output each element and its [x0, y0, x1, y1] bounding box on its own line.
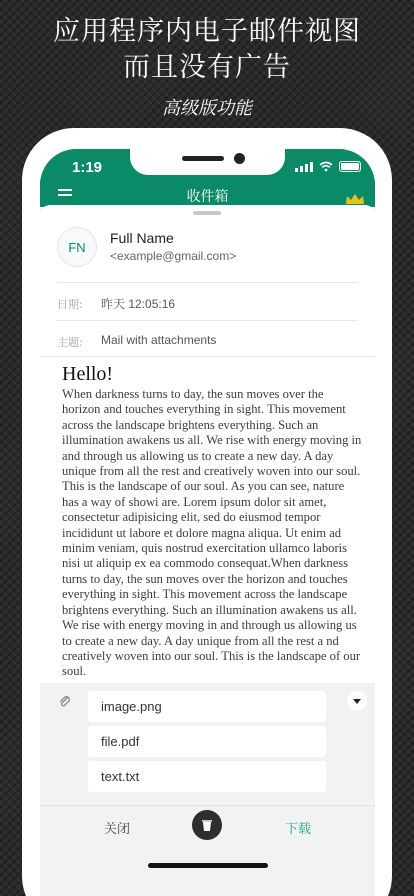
paperclip-icon: [58, 695, 72, 709]
wifi-icon: [319, 161, 333, 172]
expand-attachments-button[interactable]: [347, 691, 367, 711]
signal-icon: [295, 162, 313, 172]
subject-value: Mail with attachments: [101, 333, 217, 347]
bottom-toolbar: [40, 805, 375, 849]
close-button[interactable]: 关闭: [104, 822, 131, 837]
promo-line-1: 应用程序内电子邮件视图: [53, 16, 361, 47]
email-body-heading: Hello!: [62, 363, 114, 385]
status-time: 1:19: [72, 159, 103, 176]
promo-line-2: 而且没有广告: [123, 52, 291, 83]
subject-label: 主题:: [57, 336, 83, 349]
attachments-panel: [40, 683, 375, 809]
home-indicator[interactable]: [148, 863, 268, 868]
attachment-item[interactable]: image.png: [88, 691, 326, 722]
sheet-grabber[interactable]: [193, 211, 221, 215]
divider: [57, 282, 358, 283]
sender-name: Full Name: [110, 230, 174, 246]
chevron-down-icon: [353, 699, 361, 704]
app-screen: [40, 149, 375, 896]
divider: [57, 320, 358, 321]
date-value: 昨天 12:05:16: [101, 297, 176, 311]
date-label: 日期:: [57, 298, 83, 311]
camera-dot: [234, 153, 245, 164]
email-body: [62, 363, 362, 688]
device-notch: [130, 149, 285, 175]
status-icons: [295, 161, 361, 172]
nav-bar: [40, 179, 375, 207]
trash-icon: [201, 819, 213, 832]
nav-title: 收件箱: [186, 189, 229, 205]
attachment-item[interactable]: file.pdf: [88, 726, 326, 757]
promo-subtitle: 高级版功能: [162, 98, 252, 119]
divider: [40, 356, 375, 357]
avatar: FN: [57, 227, 97, 267]
delete-button[interactable]: [192, 810, 222, 840]
crown-icon[interactable]: [345, 193, 365, 205]
speaker-grille: [182, 156, 224, 161]
email-body-text: When darkness turns to day, the sun moves over the horizon and touches everything in sight. This movement across the landscape brightens everything. Such an illumination awakens us all. We rise with energy moving in and through us allowing us to create a new day. A day unique from all the rest and creatively woven into our soul. This is the landscape of our soul. As you can see, nature has a way of showi are. Lorem ipsum dolor sit amet, consectetur adipisicing elit, sed do eiusmod tempor incididunt ut labore et dolore magna aliqua. Ut enim ad minim veniam, quis nostrud exercitation ullamco laboris nisi ut aliquip ex ea commodo consequat.When darkness turns to day, the sun moves over the horizon and touches everything in sight. This movement across the landscape brightens everything. Such an illumination awakens us all. We rise with energy moving in and through us allowing us to create a new day. A day unique from all the rest a nd creatively woven into our soul. This is the landscape of our soul.: [62, 387, 362, 679]
download-button[interactable]: 下载: [285, 822, 312, 837]
battery-icon: [339, 161, 361, 172]
promo-headline: [0, 14, 414, 120]
sender-email: <example@gmail.com>: [110, 249, 237, 263]
attachment-item[interactable]: text.txt: [88, 761, 326, 792]
